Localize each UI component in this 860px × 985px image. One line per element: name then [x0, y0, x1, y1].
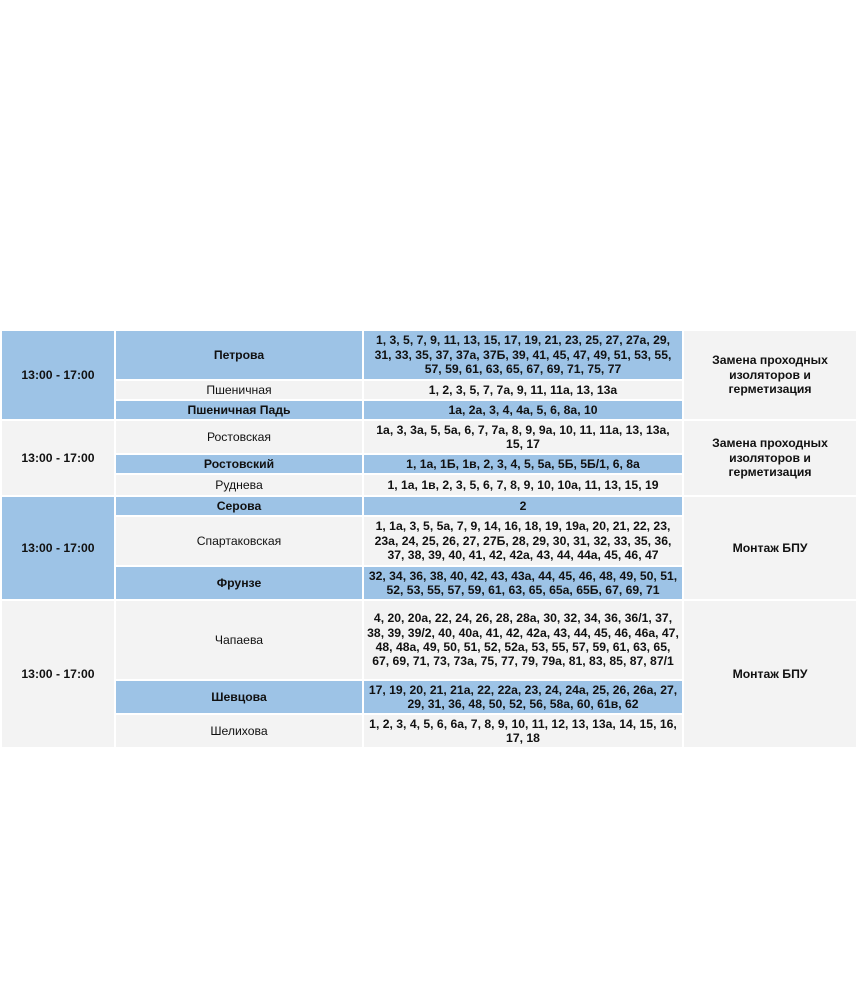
houses-cell: 17, 19, 20, 21, 21а, 22, 22а, 23, 24, 24а, 25, 26, 26а, 27, 29, 31, 36, 48, 50, 52, 56, 58а, 60, 61в, 62 — [363, 680, 683, 714]
street-cell: Пшеничная Падь — [115, 400, 363, 420]
street-cell: Фрунзе — [115, 566, 363, 600]
table-row — [1, 420, 857, 454]
work-type-cell: Монтаж БПУ — [683, 496, 857, 600]
houses-cell: 32, 34, 36, 38, 40, 42, 43, 43а, 44, 45, 46, 48, 49, 50, 51, 52, 53, 55, 57, 59, 61, 63, 65, 65а, 65Б, 67, 69, 71 — [363, 566, 683, 600]
table-row — [1, 496, 857, 516]
street-cell: Петрова — [115, 330, 363, 380]
street-cell: Серова — [115, 496, 363, 516]
houses-cell: 1а, 3, 3а, 5, 5а, 6, 7, 7а, 8, 9, 9а, 10, 11, 11а, 13, 13а, 15, 17 — [363, 420, 683, 454]
work-type-cell: Замена проходных изоляторов и герметизация — [683, 330, 857, 420]
time-cell: 13:00 - 17:00 — [1, 600, 115, 748]
houses-cell: 1, 1а, 3, 5, 5а, 7, 9, 14, 16, 18, 19, 19а, 20, 21, 22, 23, 23а, 24, 25, 26, 27, 27Б, 28, 29, 30, 31, 32, 33, 35, 36, 37, 38, 39, 40, 41, 42, 42а, 43, 44, 44а, 45, 46, 47 — [363, 516, 683, 566]
street-cell: Пшеничная — [115, 380, 363, 400]
street-cell: Чапаева — [115, 600, 363, 680]
houses-cell: 1, 3, 5, 7, 9, 11, 13, 15, 17, 19, 21, 23, 25, 27, 27а, 29, 31, 33, 35, 37, 37а, 37Б, 39, 41, 45, 47, 49, 51, 53, 55, 57, 59, 61, 63, 65, 67, 69, 71, 75, 77 — [363, 330, 683, 380]
work-type-cell: Монтаж БПУ — [683, 600, 857, 748]
street-cell: Шелихова — [115, 714, 363, 748]
houses-cell: 1а, 2а, 3, 4, 4а, 5, 6, 8а, 10 — [363, 400, 683, 420]
houses-cell: 1, 1а, 1Б, 1в, 2, 3, 4, 5, 5а, 5Б, 5Б/1, 6, 8а — [363, 454, 683, 474]
table-row — [1, 600, 857, 680]
street-cell: Ростовская — [115, 420, 363, 454]
houses-cell: 1, 1а, 1в, 2, 3, 5, 6, 7, 8, 9, 10, 10а, 11, 13, 15, 19 — [363, 474, 683, 496]
street-cell: Ростовский — [115, 454, 363, 474]
houses-cell: 1, 2, 3, 4, 5, 6, 6а, 7, 8, 9, 10, 11, 12, 13, 13а, 14, 15, 16, 17, 18 — [363, 714, 683, 748]
houses-cell: 2 — [363, 496, 683, 516]
street-cell: Спартаковская — [115, 516, 363, 566]
street-cell: Шевцова — [115, 680, 363, 714]
table-row — [1, 330, 857, 380]
houses-cell: 4, 20, 20а, 22, 24, 26, 28, 28а, 30, 32, 34, 36, 36/1, 37, 38, 39, 39/2, 40, 40а, 41, 42, 42а, 43, 44, 45, 46, 46а, 47, 48, 48а, 49, 50, 51, 52, 52а, 53, 55, 57, 59, 61, 63, 65, 67, 69, 71, 73, 73а, 75, 77, 79, 79а, 81, 83, 85, 87, 87/1 — [363, 600, 683, 680]
time-cell: 13:00 - 17:00 — [1, 330, 115, 420]
outage-schedule-table — [0, 329, 858, 749]
time-cell: 13:00 - 17:00 — [1, 496, 115, 600]
time-cell: 13:00 - 17:00 — [1, 420, 115, 496]
street-cell: Руднева — [115, 474, 363, 496]
houses-cell: 1, 2, 3, 5, 7, 7а, 9, 11, 11а, 13, 13а — [363, 380, 683, 400]
work-type-cell: Замена проходных изоляторов и герметизация — [683, 420, 857, 496]
